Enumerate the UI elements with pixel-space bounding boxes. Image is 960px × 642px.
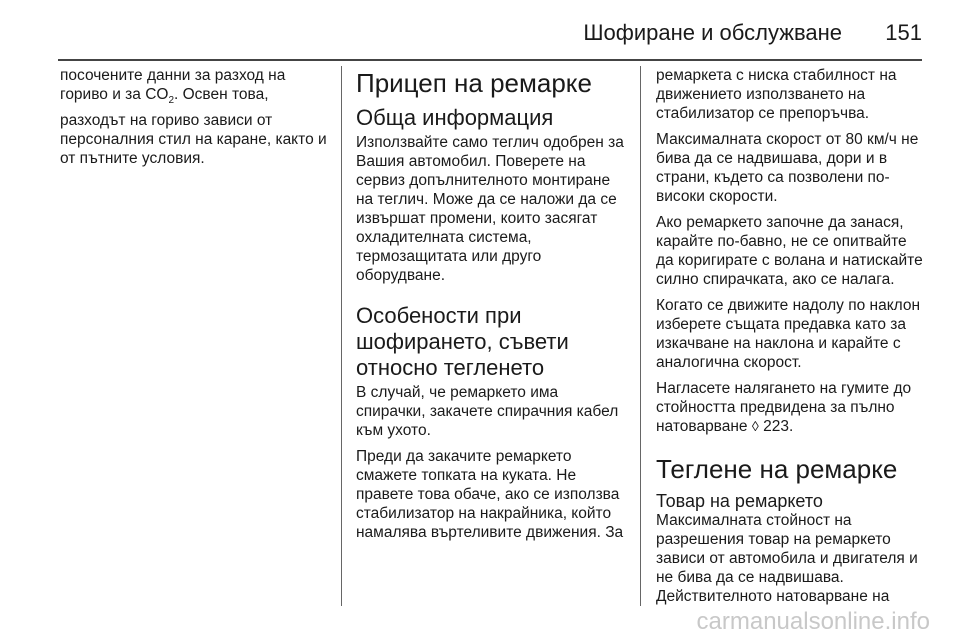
paragraph-driving-style: разходът на гориво зависи от персоналния стил на каране, както и от пътните условия. — [60, 112, 327, 167]
subheading-general-info: Обща информация — [356, 105, 554, 130]
paragraph-lubricate-ball: Преди да закачите ремаркето смажете топката на куката. Не правете това обаче, ако се използва стабилизатор на накрайника, който намалява въртеливите движения. За — [356, 448, 624, 541]
page-title: Шофиране и обслужване — [583, 20, 842, 45]
column-middle — [356, 66, 626, 549]
paragraph-sway: Ако ремаркето започне да занася, карайте по-бавно, не се опитвайте да коригирате с волана и натискайте силно спирачката, ако се налага. — [656, 214, 923, 288]
column-divider-left — [341, 66, 342, 606]
paragraph-tyre-pressure: Нагласете налягането на гумите до стойността предвидена за пълно натоварване ◊ 223. — [656, 380, 912, 435]
paragraph-general-info: Използвайте само теглич одобрен за Вашия автомобил. Поверете на сервиз допълнителното монтиране на теглич. Може да се наложи да се извършат промени, които засягат охладителната система, термозащитата или друго оборудване. — [356, 134, 624, 284]
column-right — [656, 66, 924, 613]
paragraph-stabilizer: ремаркета с ниска стабилност на движението използването на стабилизатор се препоръчва. — [656, 67, 897, 122]
paragraph-trailer-load: Максималната стойност на разрешения товар на ремаркето зависи от автомобила и двигателя и не бива да се надвишава. Действителното натоварване на — [656, 512, 918, 605]
page-reference-link[interactable]: 223. — [763, 418, 794, 435]
section-heading-towing: Теглене на ремарке — [656, 454, 898, 484]
page-number: 151 — [885, 20, 922, 45]
column-divider-right — [640, 66, 641, 606]
subscript: 2 — [168, 95, 175, 107]
paragraph-brake-cable: В случай, че ремаркето има спирачки, закачете спирачния кабел към ухото. — [356, 384, 619, 439]
paragraph-fuel-data: посочените данни за разход на гориво и за $CO_2$. Освен това, — [60, 67, 286, 107]
page-reference-icon: ◊ — [751, 418, 759, 434]
subheading-driving-specifics: Особености при шофирането, съвети относно тегленето — [356, 303, 569, 380]
section-heading-trailer: Прицеп на ремарке — [356, 68, 592, 98]
page-header — [0, 10, 960, 54]
paragraph-downhill: Когато се движите надолу по наклон изберете същата предавка като за изкачване на наклона и карайте с аналогична скорост. — [656, 297, 921, 371]
watermark: carmanualsonline.info — [696, 608, 930, 635]
paragraph-max-speed: Максималната скорост от 80 км/ч не бива да се надвишава, дори и в страни, където са позволени по-високи скорости. — [656, 131, 919, 205]
column-left — [60, 66, 332, 175]
subheading-trailer-load: Товар на ремаркето — [656, 491, 823, 511]
header-divider — [58, 59, 922, 61]
